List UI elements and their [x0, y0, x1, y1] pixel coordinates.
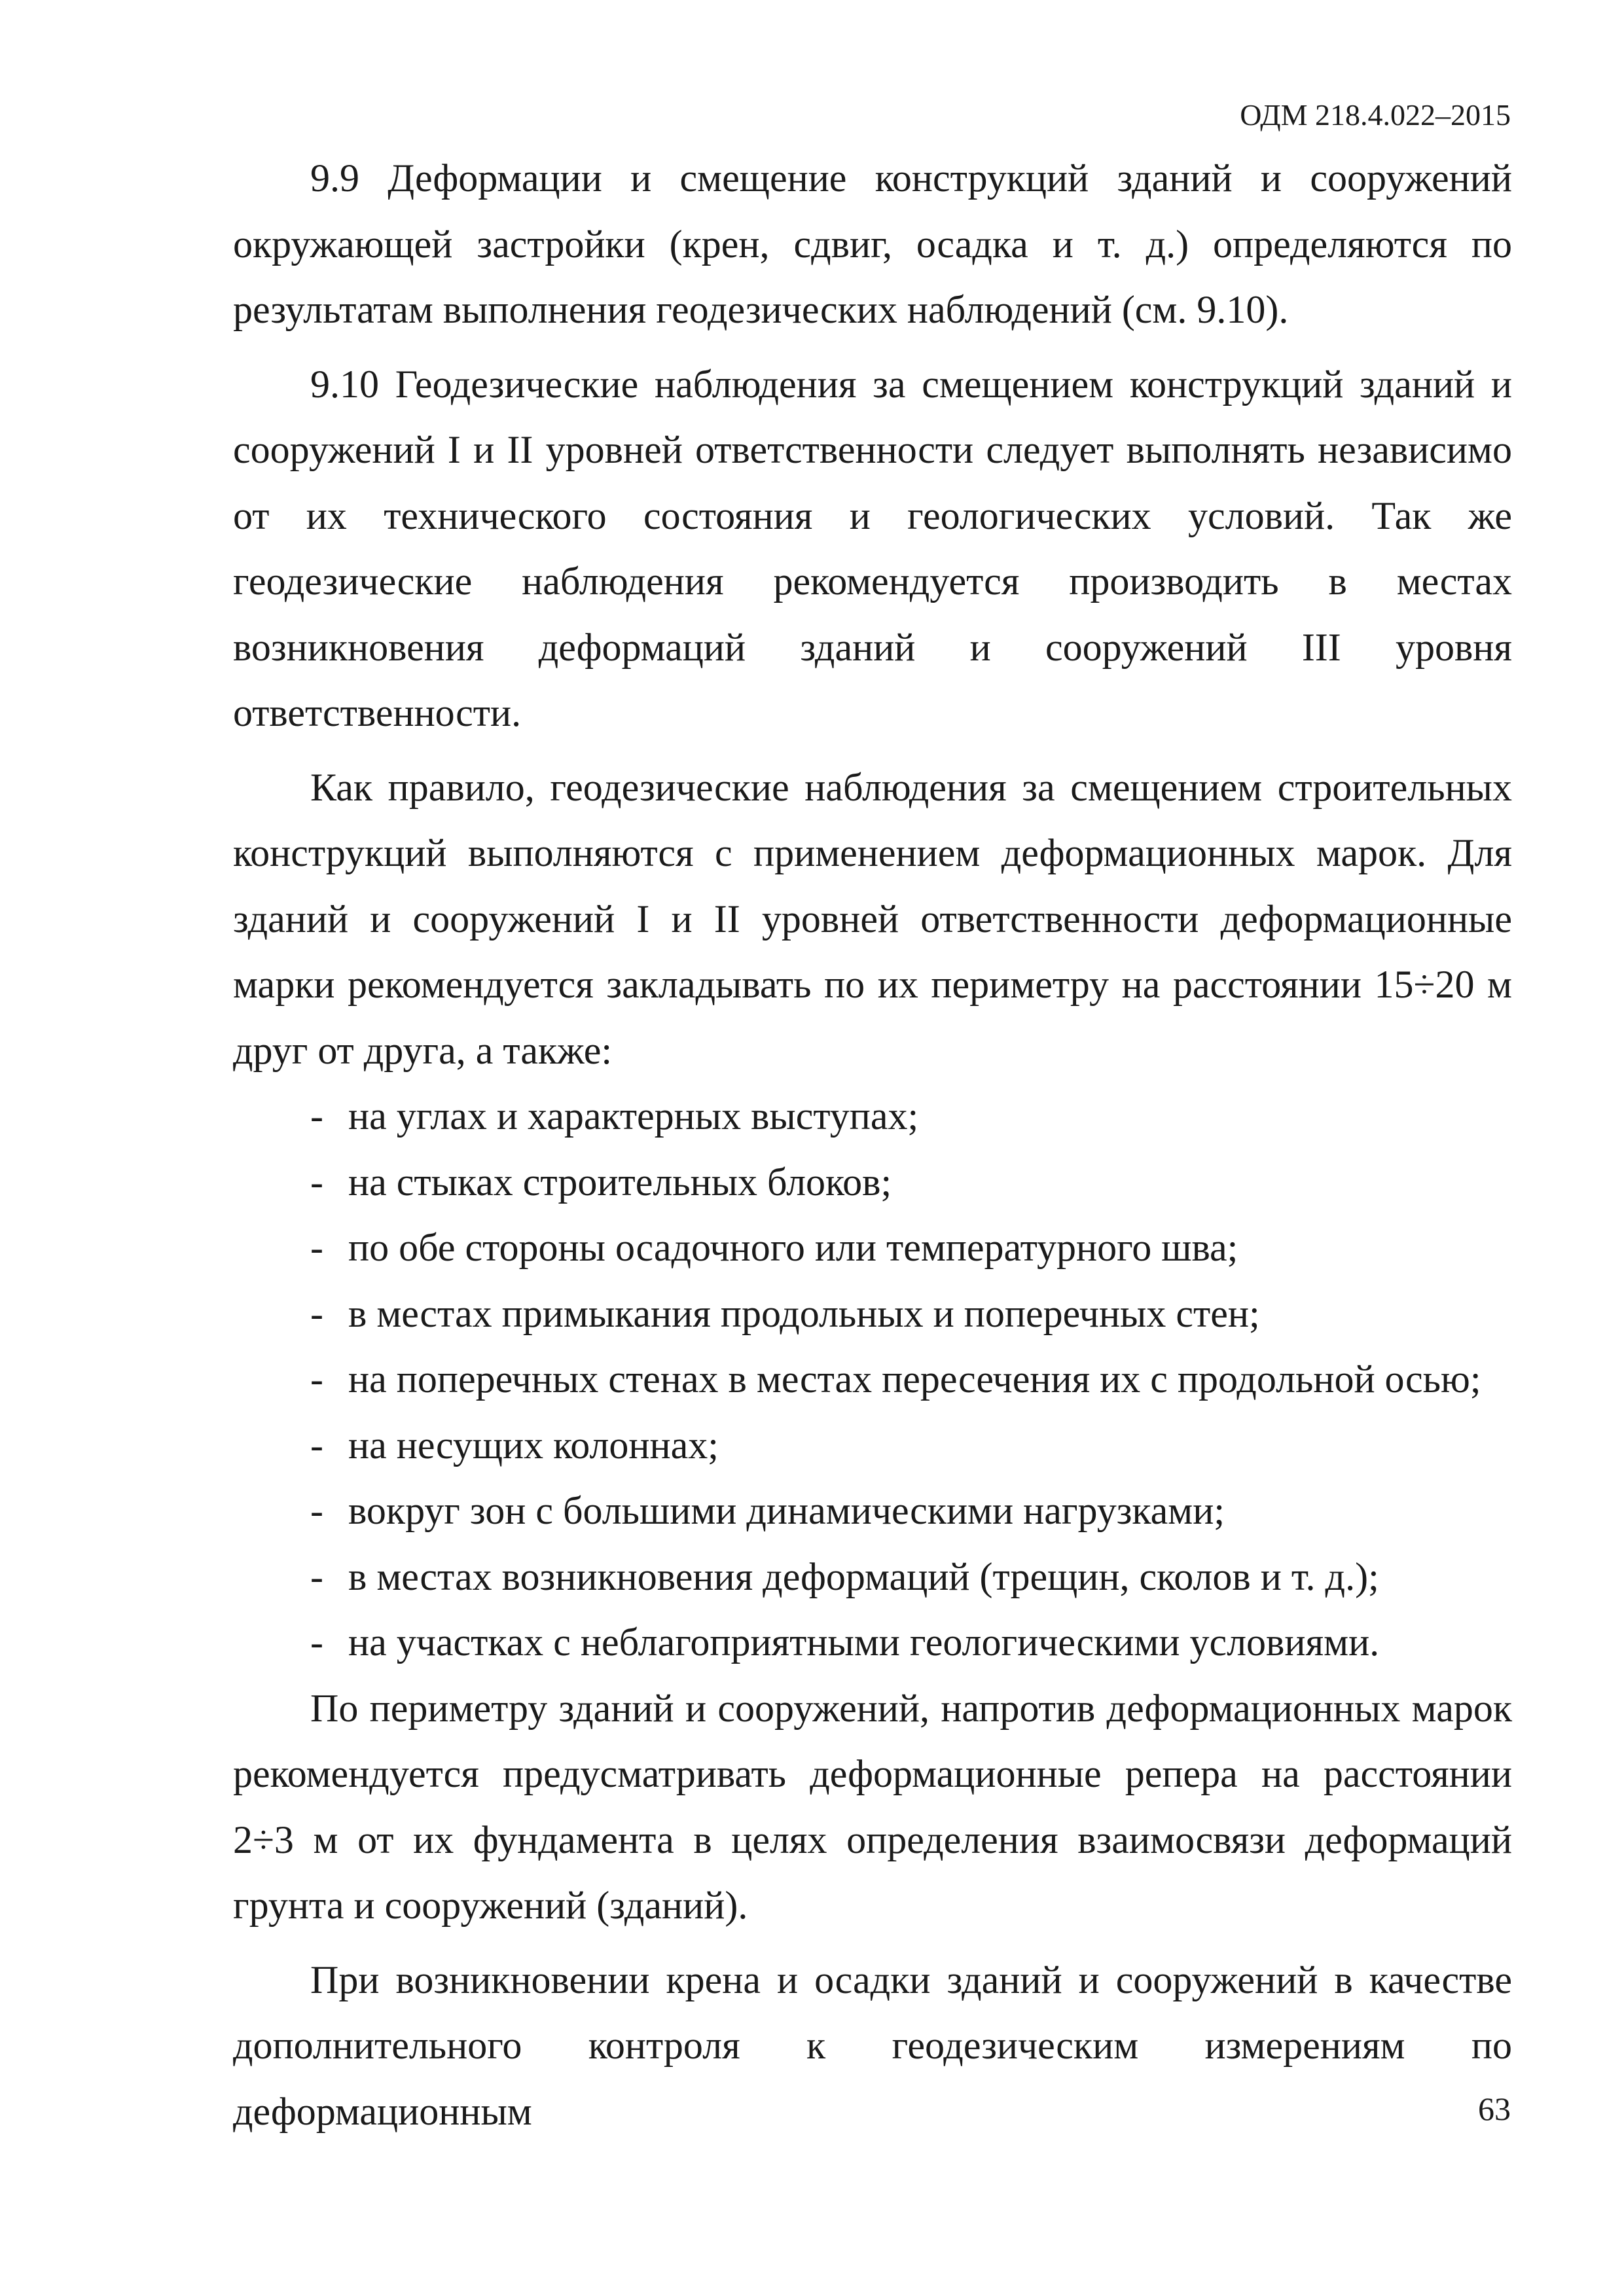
list-marker: -: [310, 1423, 323, 1467]
paragraph-9-9: 9.9 Деформации и смещение конструкций зданий и сооружений окружающей застройки (крен, сдвиг, осадка и т. д.) определяются по результатам выполнения геодезических наблюдений (см. 9.10).: [233, 156, 1512, 331]
list-marker: -: [310, 1226, 323, 1269]
list-item: - в местах возникновения деформаций (трещин, сколов и т. д.);: [233, 1544, 1512, 1610]
list-item: - по обе стороны осадочного или температурного шва;: [233, 1215, 1512, 1281]
list-marker: -: [310, 1291, 323, 1335]
list-item: - на участках с неблагоприятными геологическими условиями.: [233, 1609, 1512, 1676]
list-marker: -: [310, 1489, 323, 1532]
list-item: - на несущих колоннах;: [233, 1412, 1512, 1479]
list-item: - на поперечных стенах в местах пересечения их с продольной осью;: [233, 1346, 1512, 1412]
page-body: [233, 145, 1512, 2144]
list-item: - вокруг зон с большими динамическими нагрузками;: [233, 1478, 1512, 1544]
paragraph-9-10: 9.10 Геодезические наблюдения за смещением конструкций зданий и сооружений I и II уровней ответственности следует выполнять независимо от их технического состояния и геологических условий. Так же геодезические наблюдения рекомендуется производить в местах возникновения деформаций зданий и сооружений III уровня ответственности.: [233, 362, 1512, 734]
marks-placement-list: [233, 1083, 1512, 1676]
document-code: ОДМ 218.4.022–2015: [1240, 98, 1511, 132]
paragraph-benchmarks: По периметру зданий и сооружений, напротив деформационных марок рекомендуется предусматривать деформационные репера на расстоянии 2÷3 м от их фундамента в целях определения взаимосвязи деформаций грунта и сооружений (зданий).: [233, 1686, 1512, 1927]
list-marker: -: [310, 1621, 323, 1664]
paragraph-deformation-marks: Как правило, геодезические наблюдения за смещением строительных конструкций выполняются с применением деформационных марок. Для зданий и сооружений I и II уровней ответственности деформационные марки рекомендуется закладывать по их периметру на расстоянии 15÷20 м друг от друга, а также:: [233, 765, 1512, 1072]
list-item: - в местах примыкания продольных и поперечных стен;: [233, 1281, 1512, 1347]
list-marker: -: [310, 1357, 323, 1401]
list-marker: -: [310, 1094, 323, 1138]
list-item: - на стыках строительных блоков;: [233, 1149, 1512, 1215]
list-item: - на углах и характерных выступах;: [233, 1083, 1512, 1149]
paragraph-tilt-settlement: При возникновении крена и осадки зданий и сооружений в качестве дополнительного контроля к геодезическим измерениям по деформационным: [233, 1958, 1512, 2133]
list-marker: -: [310, 1554, 323, 1598]
list-marker: -: [310, 1160, 323, 1204]
page-number: 63: [1478, 2090, 1511, 2127]
